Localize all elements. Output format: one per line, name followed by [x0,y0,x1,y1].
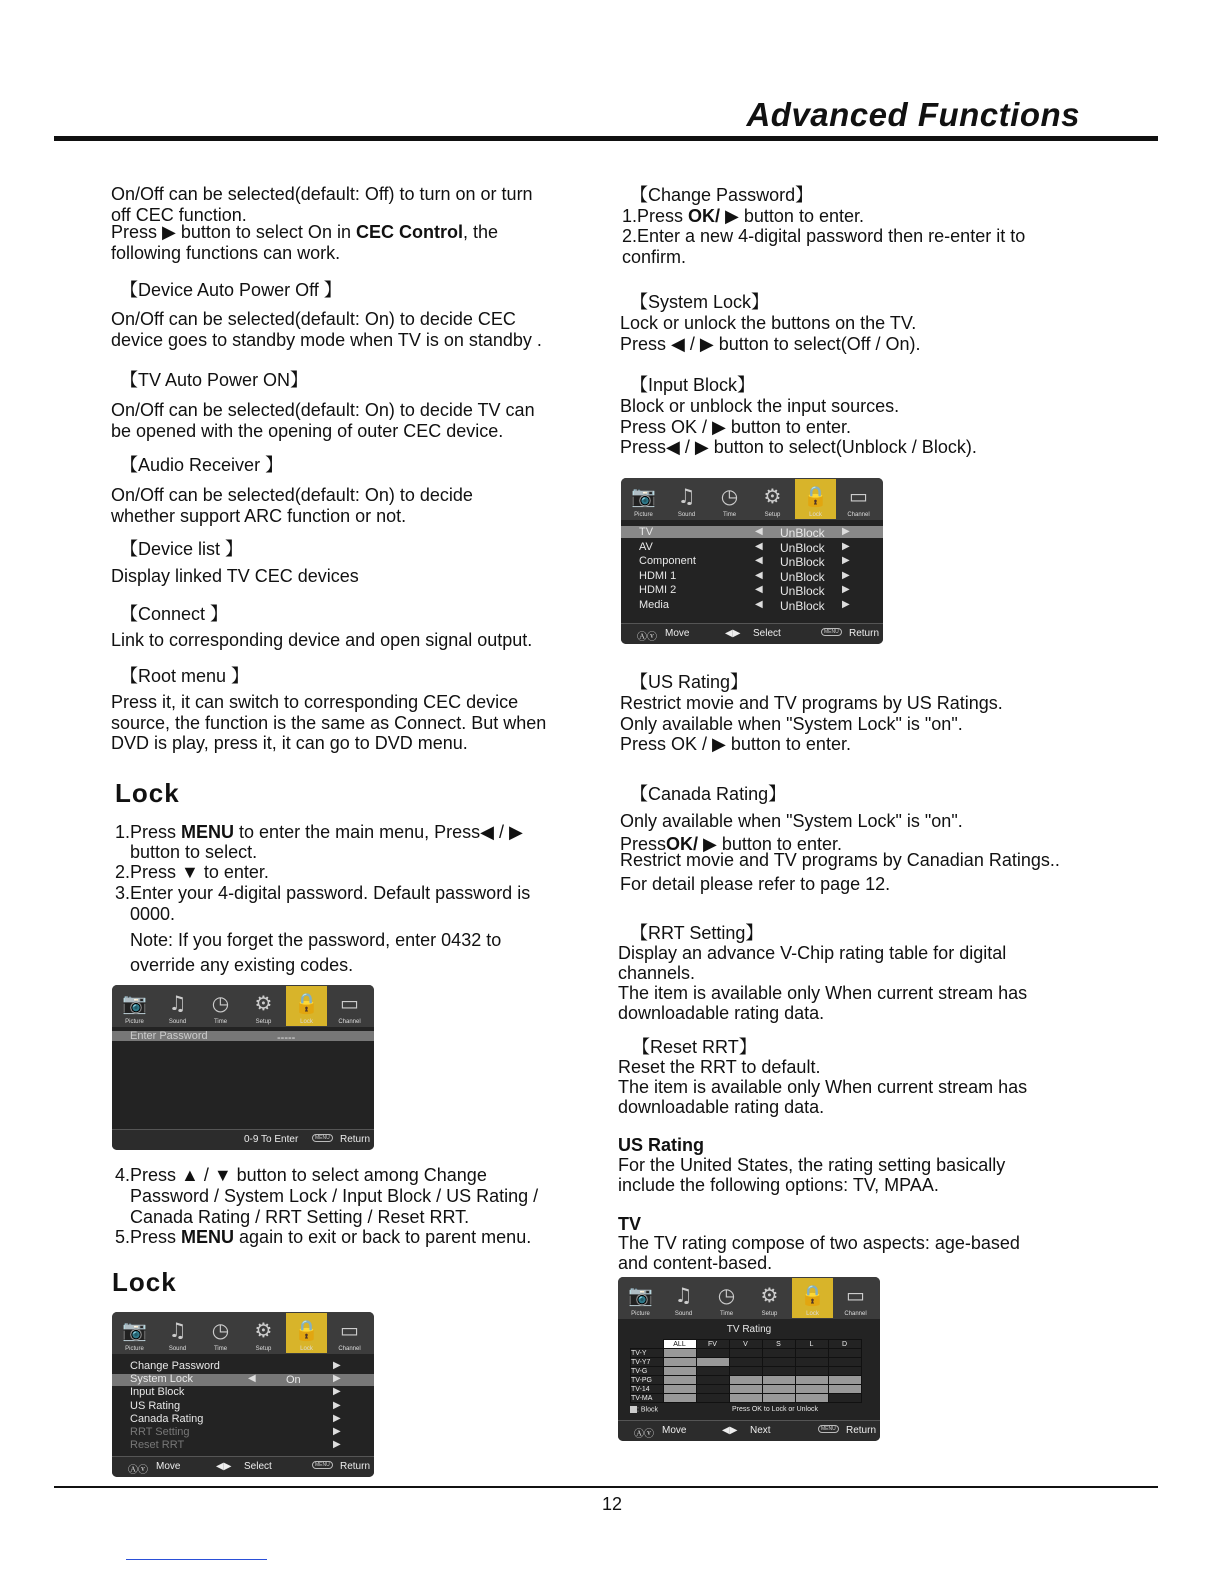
osd-tab-time[interactable] [200,986,241,1026]
password-osd [112,985,374,1150]
us-rating-heading: US Rating [618,1135,705,1155]
left-right-icon: ◀▶ [725,628,741,639]
osd-tab-time[interactable] [709,479,750,519]
password-value: ----- [277,1032,296,1044]
rating-row-label: TV-MA [631,1394,664,1403]
rating-cell[interactable] [828,1367,861,1376]
camera-icon: 📷 [631,484,656,508]
osd-tab-label: Sound [674,1311,693,1317]
return-label: Return [849,628,880,639]
lock-menu-osd [112,1312,374,1477]
rating-col-header: D [828,1340,861,1349]
lock-menu-item[interactable]: Reset RRT [130,1439,185,1452]
osd-tab-setup[interactable] [243,986,284,1026]
right-arrow-icon: ▶ [333,1399,341,1411]
camera-icon: 📷 [122,1318,147,1342]
osd-tab-label: Picture [631,1311,650,1317]
cec-intro: On/Off can be selected(default: Off) to turn on or turn off CEC function. [111,184,533,225]
system-lock-value: On [286,1374,301,1386]
rating-cell[interactable] [795,1349,828,1358]
osd-tab-label: Lock [806,1311,819,1317]
camera-icon: 📷 [628,1283,653,1307]
rating-cell[interactable] [663,1349,696,1358]
osd-tab-label: Channel [338,1019,361,1025]
lock-icon: 🔒 [294,1318,319,1342]
select-label: Select [244,1461,272,1472]
tv-auto-power-on-title: 【TV Auto Power ON】 [120,370,309,390]
input-source-value[interactable]: UnBlock [780,569,825,584]
lock-icon: 🔒 [800,1283,825,1307]
left-arrow-icon[interactable]: ◀ [755,569,763,581]
rating-cell[interactable] [729,1394,762,1403]
left-arrow-icon: ◀ [248,1373,256,1384]
input-source-name[interactable]: TV [639,526,654,538]
rating-cell[interactable] [663,1385,696,1394]
audio-receiver-title: 【Audio Receiver 】 [120,455,284,475]
osd-tab-label: Setup [255,1346,272,1352]
right-arrow-icon[interactable]: ▶ [842,555,850,567]
lock-step-3-cont: 0000. [130,904,176,924]
lock-legend-icon [630,1406,637,1413]
rrt-setting-title: 【RRT Setting】 [630,923,764,943]
cec-press-text: Press ▶ button to select On in CEC Control, the following functions can work. [111,222,498,263]
input-source-value[interactable]: UnBlock [780,526,825,540]
rating-cell[interactable] [828,1358,861,1367]
change-password-step-1: 1.Press OK/ ▶ button to enter. [622,206,864,226]
input-block-title: 【Input Block】 [630,375,756,395]
lock-step-3: 3.Enter your 4-digital password. Default password is [115,883,531,903]
tv-heading: TV [618,1214,642,1234]
rating-cell[interactable] [762,1394,795,1403]
canada-rating-line-1: Only available when "System Lock" is "on". [620,811,963,831]
osd-tab-label: Setup [761,1311,778,1317]
input-source-name[interactable]: Media [639,599,669,611]
audio-receiver-desc: On/Off can be selected(default: On) to decide whether support ARC function or not. [111,485,473,526]
osd-footer [112,1456,374,1477]
return-label: Return [340,1461,371,1472]
tv-rating-osd [618,1277,880,1441]
gear-icon: ⚙ [254,991,273,1015]
osd-tab-label: Picture [125,1019,144,1025]
osd-tab-label: Setup [764,512,781,518]
rating-cell[interactable] [663,1394,696,1403]
canada-rating-line-3: Restrict movie and TV programs by Canadian Ratings.. [620,850,1060,870]
monitor-icon: ▭ [340,1318,359,1342]
rating-row-label: TV-PG [631,1376,664,1385]
header-rule [54,136,1158,141]
rating-cell[interactable] [729,1358,762,1367]
osd-tab-picture[interactable] [114,986,155,1026]
input-source-value[interactable]: UnBlock [780,599,825,613]
gear-icon: ⚙ [763,484,782,508]
menu-key: MENU [312,1134,333,1142]
osd-tab-lock[interactable] [795,479,836,519]
osd-tab-label: Picture [125,1346,144,1352]
osd-tab-picture[interactable] [114,1313,155,1353]
input-block-osd [621,478,883,644]
rating-row-label: TV-14 [631,1385,664,1394]
rating-cell[interactable] [795,1376,828,1385]
table-corner [631,1340,664,1349]
osd-tab-channel[interactable] [835,1278,876,1318]
osd-icon-bar [621,478,883,520]
reset-rrt-title: 【Reset RRT】 [632,1037,757,1057]
input-block-desc: Block or unblock the input sources. Press OK / ▶ button to enter. Press◀ / ▶ button to select(Unblock / Block). [620,396,977,457]
up-down-icon: Ⓐⓥ [637,632,657,643]
osd-tab-label: Sound [168,1019,187,1025]
lock-menu-item[interactable]: US Rating [130,1399,181,1412]
rating-col-header: L [795,1340,828,1349]
lock-menu-item[interactable]: RRT Setting [130,1426,190,1438]
rating-col-header: V [729,1340,762,1349]
osd-tab-time[interactable] [706,1278,747,1318]
rating-cell[interactable] [663,1358,696,1367]
input-source-name[interactable]: HDMI 2 [639,584,677,597]
osd-tab-sound[interactable] [663,1278,704,1318]
rating-cell[interactable] [828,1385,861,1394]
left-arrow-icon[interactable]: ◀ [755,599,763,610]
left-arrow-icon[interactable]: ◀ [755,540,763,552]
canada-rating-line-2: PressOK/ ▶ button to enter. [620,834,842,854]
osd-tab-channel[interactable] [838,479,879,519]
page-number: 12 [601,1494,623,1514]
osd-tab-sound[interactable] [157,1313,198,1353]
system-lock-desc: Lock or unlock the buttons on the TV. Press ◀ / ▶ button to select(Off / On). [620,313,921,354]
osd-tab-channel[interactable] [329,1313,370,1353]
osd-tab-label: Time [213,1019,228,1025]
osd-tab-lock[interactable] [286,986,327,1026]
lock-step-2: 2.Press ▼ to enter. [115,862,269,882]
osd-tab-setup[interactable] [749,1278,790,1318]
right-arrow-icon[interactable]: ▶ [842,569,850,581]
input-source-value[interactable]: UnBlock [780,584,825,599]
lock-step-4-cont: Password / System Lock / Input Block / US Rating / Canada Rating / RRT Setting / Reset RRT. [130,1186,539,1227]
osd-tab-setup[interactable] [752,479,793,519]
lock-heading-2: Lock [112,1267,177,1297]
connect-desc: Link to corresponding device and open signal output. [111,630,533,650]
device-auto-power-off-title: 【Device Auto Power Off 】 [120,280,342,300]
left-right-icon: ◀▶ [216,1461,232,1472]
rating-cell[interactable] [795,1358,828,1367]
left-arrow-icon[interactable]: ◀ [755,526,763,537]
select-label: Select [753,628,781,639]
rating-cell[interactable] [762,1367,795,1376]
osd-tab-sound[interactable] [666,479,707,519]
canada-rating-line-4: For detail please refer to page 12. [620,874,891,894]
next-label: Next [750,1425,771,1436]
rating-cell[interactable] [729,1349,762,1358]
change-password-step-2: 2.Enter a new 4-digital password then re-enter it to confirm. [622,226,1026,267]
rating-cell[interactable] [762,1385,795,1394]
right-arrow-icon: ▶ [333,1439,341,1451]
osd-tab-label: Lock [300,1346,313,1352]
input-source-value[interactable]: UnBlock [780,540,825,555]
input-source-name[interactable]: HDMI 1 [639,569,677,582]
tv-rating-title: TV Rating [726,1324,772,1335]
osd-tab-picture[interactable] [620,1278,661,1318]
move-label: Move [156,1461,181,1472]
lock-step-5: 5.Press MENU again to exit or back to parent menu. [115,1227,532,1247]
osd-tab-label: Setup [255,1019,272,1025]
rating-cell[interactable] [663,1367,696,1376]
right-arrow-icon: ▶ [333,1386,341,1398]
rating-cell[interactable] [828,1349,861,1358]
right-arrow-icon[interactable]: ▶ [842,526,850,537]
rating-cell[interactable] [795,1367,828,1376]
lock-note: Note: If you forget the password, enter 0432 to override any existing codes. [130,930,502,975]
left-arrow-icon[interactable]: ◀ [755,584,763,596]
rating-cell[interactable] [795,1394,828,1403]
rating-col-header: FV [696,1340,729,1349]
right-arrow-icon[interactable]: ▶ [842,599,850,610]
osd-icon-bar [112,985,374,1027]
lock-menu-item[interactable]: Canada Rating [130,1412,204,1425]
lock-icon: 🔒 [294,991,319,1015]
music-icon: ♫ [674,1283,693,1307]
osd-footer [618,1420,880,1441]
input-source-value[interactable]: UnBlock [780,555,825,570]
music-icon: ♫ [168,991,187,1015]
left-right-icon: ◀▶ [722,1425,738,1436]
password-label: Enter Password [130,1030,208,1042]
link-underline [126,1559,267,1560]
legend-text: : Block [637,1406,659,1414]
device-auto-power-off-desc: On/Off can be selected(default: On) to decide CEC device goes to standby mode when TV is on standby . [111,309,542,350]
hint-text: 0-9 To Enter [244,1134,299,1145]
rating-cell[interactable] [696,1358,729,1367]
osd-icon-bar [112,1312,374,1354]
osd-icon-bar [618,1277,880,1319]
return-label: Return [340,1134,371,1145]
left-arrow-icon[interactable]: ◀ [755,555,763,567]
osd-tab-label: Time [213,1346,228,1352]
rating-col-header: ALL [663,1340,696,1349]
rating-cell[interactable] [729,1385,762,1394]
osd-footer [112,1129,374,1150]
return-label: Return [846,1425,877,1436]
rating-cell[interactable] [828,1394,861,1403]
music-icon: ♫ [168,1318,187,1342]
system-lock-title: 【System Lock】 [630,292,770,312]
osd-tab-label: Time [722,512,737,518]
clock-icon: ◷ [211,1318,230,1342]
rating-cell[interactable] [795,1385,828,1394]
camera-icon: 📷 [122,991,147,1015]
rating-row-label: TV-G [631,1367,664,1376]
rating-cell[interactable] [762,1358,795,1367]
clock-icon: ◷ [211,991,230,1015]
menu-key: MENU [821,628,842,636]
rating-cell[interactable] [762,1349,795,1358]
root-menu-title: 【Root menu 】 [120,666,250,686]
lock-step-1: 1.Press MENU to enter the main menu, Press◀ / ▶ [115,822,523,842]
up-down-icon: Ⓐⓥ [634,1429,654,1440]
monitor-icon: ▭ [846,1283,865,1307]
rating-cell[interactable] [729,1376,762,1385]
lock-step-1-cont: button to select. [130,842,258,862]
music-icon: ♫ [677,484,696,508]
page-title: Advanced Functions [746,96,1080,133]
root-menu-desc: Press it, it can switch to corresponding CEC device source, the function is the same as Connect. But when DVD is play, press it, it can go to DVD menu. [111,692,547,753]
lock-heading: Lock [115,778,180,808]
osd-tab-label: Lock [809,512,822,518]
rating-cell[interactable] [696,1376,729,1385]
us-rating-heading-desc: For the United States, the rating setting basically include the following options: TV, MPAA. [618,1155,1006,1195]
change-password-title: 【Change Password】 [630,185,814,205]
reset-rrt-desc: Reset the RRT to default. The item is available only When current stream has downloadable rating data. [618,1057,1028,1117]
tv-rating-hint: Press OK to Lock or Unlock [732,1406,818,1413]
up-down-icon: Ⓐⓥ [128,1465,148,1476]
rating-cell[interactable] [663,1376,696,1385]
osd-tab-picture[interactable] [623,479,664,519]
osd-tab-label: Sound [168,1346,187,1352]
lock-icon: 🔒 [803,484,828,508]
move-label: Move [662,1425,687,1436]
osd-footer [621,623,883,644]
footer-rule [54,1486,1158,1488]
osd-tab-label: Channel [338,1346,361,1352]
rating-col-header: S [762,1340,795,1349]
rating-cell[interactable] [762,1376,795,1385]
right-arrow-icon: ▶ [333,1426,341,1437]
rating-row-label: TV-Y [631,1349,664,1358]
rrt-setting-desc: Display an advance V-Chip rating table for digital channels. The item is available only When current stream has downloadable rating data. [618,943,1028,1023]
osd-tab-lock[interactable] [286,1313,327,1353]
monitor-icon: ▭ [340,991,359,1015]
clock-icon: ◷ [720,484,739,508]
right-arrow-icon: ▶ [333,1373,341,1385]
us-rating-desc: Restrict movie and TV programs by US Ratings. Only available when "System Lock" is "on". Press OK / ▶ button to enter. [620,693,1003,754]
device-list-title: 【Device list 】 [120,539,244,559]
device-list-desc: Display linked TV CEC devices [111,566,359,586]
rating-cell[interactable] [696,1349,729,1358]
canada-rating-title: 【Canada Rating】 [630,784,787,804]
right-arrow-icon[interactable]: ▶ [842,540,850,552]
osd-tab-lock[interactable] [792,1278,833,1318]
tv-heading-desc: The TV rating compose of two aspects: age-based and content-based. [618,1233,1020,1273]
monitor-icon: ▭ [849,484,868,508]
lock-menu-item[interactable]: System Lock [130,1373,193,1386]
gear-icon: ⚙ [254,1318,273,1342]
osd-tab-time[interactable] [200,1313,241,1353]
osd-tab-channel[interactable] [329,986,370,1026]
osd-tab-setup[interactable] [243,1313,284,1353]
us-rating-title: 【US Rating】 [630,672,749,692]
rating-row-label: TV-Y7 [631,1358,664,1367]
input-source-name[interactable]: AV [639,540,653,553]
menu-key: MENU [312,1461,333,1469]
osd-tab-sound[interactable] [157,986,198,1026]
rating-cell[interactable] [828,1376,861,1385]
right-arrow-icon: ▶ [333,1360,341,1371]
tv-rating-table [630,1339,862,1403]
gear-icon: ⚙ [760,1283,779,1307]
rating-cell[interactable] [696,1367,729,1376]
osd-tab-label: Lock [300,1019,313,1025]
osd-tab-label: Time [719,1311,734,1317]
osd-tab-label: Picture [634,512,653,518]
rating-cell[interactable] [729,1367,762,1376]
rating-cell[interactable] [696,1385,729,1394]
lock-menu-item[interactable]: Change Password [130,1360,220,1372]
right-arrow-icon: ▶ [333,1412,341,1424]
tv-auto-power-on-desc: On/Off can be selected(default: On) to decide TV can be opened with the opening of outer CEC device. [111,400,535,441]
right-arrow-icon[interactable]: ▶ [842,584,850,596]
osd-tab-label: Channel [844,1311,867,1317]
input-source-name[interactable]: Component [639,555,696,568]
clock-icon: ◷ [717,1283,736,1307]
connect-title: 【Connect 】 [120,604,229,624]
move-label: Move [665,628,690,639]
menu-key: MENU [818,1425,839,1433]
osd-tab-label: Channel [847,512,870,518]
lock-step-4: 4.Press ▲ / ▼ button to select among Change [115,1165,487,1185]
rating-cell[interactable] [696,1394,729,1403]
osd-tab-label: Sound [677,512,696,518]
lock-menu-item[interactable]: Input Block [130,1386,185,1399]
